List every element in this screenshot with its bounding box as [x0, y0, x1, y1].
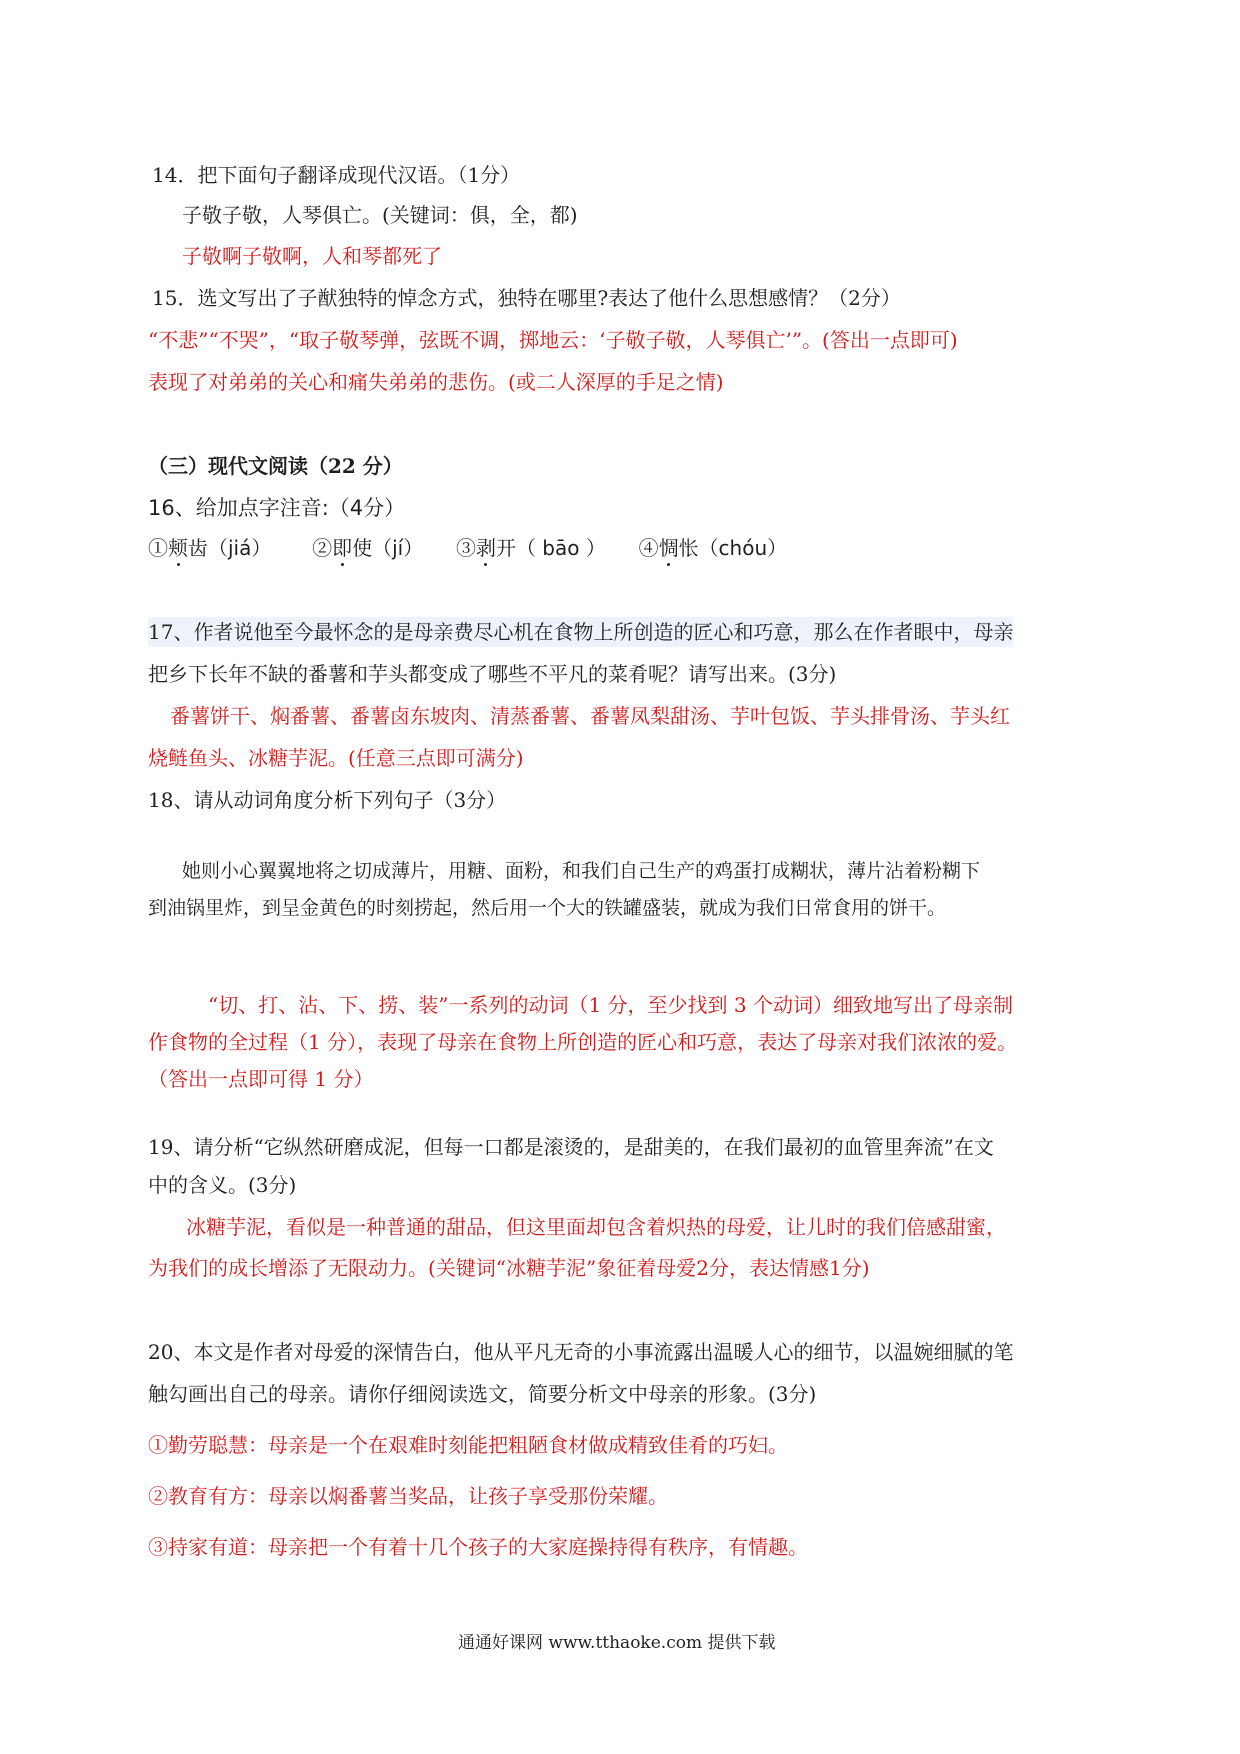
q18-passage-line1: 她则小心翼翼地将之切成薄片，用糖、面粉，和我们自己生产的鸡蛋打成糊状，薄片沾着粉糊下 [182, 860, 981, 882]
q16-item-4 [639, 536, 788, 560]
item-char: 开 [495, 536, 516, 560]
q14-question: 14．把下面句子翻译成现代汉语。（1分） [152, 163, 521, 187]
item-char: 怅 [678, 536, 699, 560]
pinyin: （jiá） [208, 536, 272, 560]
item-number: ③ [455, 536, 476, 560]
q20-question-line1: 20、本文是作者对母爱的深情告白，他从平凡无奇的小事流露出温暖人心的细节，以温婉细腻的笔 [148, 1340, 1014, 1364]
pinyin: （ bāo ） [515, 536, 606, 560]
pinyin: （chóu） [698, 536, 788, 560]
q18-passage-line2: 到油锅里炸，到呈金黄色的时刻捞起，然后用一个大的铁罐盛装，就成为我们日常食用的饼干。 [148, 897, 947, 919]
q14-answer: 子敬啊子敬啊，人和琴都死了 [182, 244, 442, 268]
item-char: 使 [352, 536, 373, 560]
q17-question-line2: 把乡下长年不缺的番薯和芋头都变成了哪些不平凡的菜肴呢？请写出来。(3分) [148, 662, 837, 686]
item-number: ① [148, 536, 168, 560]
q20-answer-2: ②教育有方：母亲以焖番薯当奖品，让孩子享受那份荣耀。 [148, 1484, 668, 1508]
q20-answer-3: ③持家有道：母亲把一个有着十几个孩子的大家庭操持得有秩序，有情趣。 [148, 1535, 808, 1559]
q20-question-line2: 触勾画出自己的母亲。请你仔细阅读选文，简要分析文中母亲的形象。(3分) [148, 1382, 817, 1406]
q19-question-line1: 19、请分析“它纵然研磨成泥，但每一口都是滚烫的，是甜美的，在我们最初的血管里奔流”在文 [148, 1135, 994, 1159]
q16-items [148, 533, 787, 563]
q19-answer-line2: 为我们的成长增添了无限动力。(关键词“冰糖芋泥”象征着母爱2分，表达情感1分) [148, 1256, 870, 1280]
q15-answer-line2: 表现了对弟弟的关心和痛失弟弟的悲伤。(或二人深厚的手足之情) [148, 370, 724, 394]
q14-sentence: 子敬子敬，人琴俱亡。(关键词：俱，全，都) [182, 203, 578, 227]
q18-answer-line3: （答出一点即可得 1 分） [148, 1067, 374, 1091]
q16-item-3 [456, 536, 606, 560]
section-title: （三）现代文阅读（22 分） [148, 454, 403, 478]
item-number: ④ [638, 536, 659, 560]
dotted-char: 剥 [475, 536, 496, 560]
q18-answer-line2: 作食物的全过程（1 分），表现了母亲在食物上所创造的匠心和巧意，表达了母亲对我们浓浓的爱。 [148, 1030, 1018, 1054]
q17-answer-line1: 番薯饼干、焖番薯、番薯卤东坡肉、清蒸番薯、番薯凤梨甜汤、芋叶包饭、芋头排骨汤、芋头红 [170, 704, 1010, 728]
q20-answer-1: ①勤劳聪慧：母亲是一个在艰难时刻能把粗陋食材做成精致佳肴的巧妇。 [148, 1433, 788, 1457]
q17-question-line1: 17、作者说他至今最怀念的是母亲费尽心机在食物上所创造的匠心和巧意，那么在作者眼中，母亲 [148, 617, 1013, 647]
dotted-char: 即 [332, 536, 353, 560]
q18-question: 18、请从动词角度分析下列句子（3分） [148, 788, 507, 812]
q15-answer-line1: “不悲”“不哭”，“取子敬琴弹，弦既不调，掷地云：‘子敬子敬，人琴俱亡’”。(答出一点即可) [148, 328, 958, 352]
q16-question: 16、给加点字注音:（4分） [148, 496, 406, 520]
q15-question: 15．选文写出了子猷独特的悼念方式，独特在哪里?表达了他什么思想感情？（2分） [152, 286, 901, 310]
dotted-char: 颊 [168, 536, 188, 560]
q19-answer-line1: 冰糖芋泥，看似是一种普通的甜品，但这里面却包含着炽热的母爱，让儿时的我们倍感甜蜜， [186, 1215, 1006, 1239]
q16-item-2 [312, 536, 423, 560]
q16-item-1 [148, 536, 271, 560]
item-char: 齿 [188, 536, 208, 560]
footer-text: 通通好课网 www.tthaoke.com 提供下载 [458, 1633, 776, 1653]
q19-question-line2: 中的含义。(3分) [148, 1173, 297, 1197]
q17-answer-line2: 烧鲢鱼头、冰糖芋泥。(任意三点即可满分) [148, 746, 524, 770]
pinyin: （jí） [372, 536, 424, 560]
item-number: ② [312, 536, 333, 560]
dotted-char: 惆 [658, 536, 679, 560]
q18-answer-line1: “切、打、沾、下、捞、装”一系列的动词（1 分，至少找到 3 个动词）细致地写出了母亲制 [208, 993, 1013, 1017]
